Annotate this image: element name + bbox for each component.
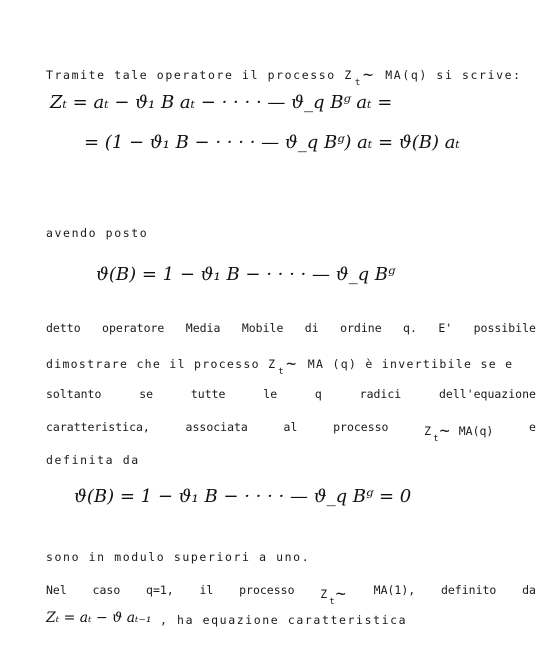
word: se — [139, 387, 154, 401]
tilde-symbol: ~ — [286, 354, 298, 374]
word: da — [522, 583, 536, 597]
word: Nel — [46, 583, 67, 597]
word: tutte — [190, 387, 226, 401]
word: q. — [403, 321, 417, 335]
process-symbol — [320, 583, 348, 607]
word: caratteristica, — [46, 420, 150, 434]
paragraph-modulo: sono in modulo superiori a uno. — [46, 550, 311, 564]
word: operatore — [102, 321, 165, 335]
paragraph-caratteristica: , ha equazione caratteristica — [160, 613, 408, 627]
word: processo — [333, 420, 389, 434]
word: q=1, — [146, 583, 174, 597]
text-segment: MA (q) è invertibile se e — [307, 357, 514, 371]
word: soltanto — [46, 387, 102, 401]
handwritten-equation-1b: = (1 − ϑ₁ B − · · · · — ϑ_q Bᵍ) aₜ = ϑ(B) aₜ — [84, 132, 460, 153]
tilde-symbol: ~ — [335, 584, 346, 604]
text-segment: dimostrare che il processo — [46, 357, 260, 371]
handwritten-equation-2: ϑ(B) = 1 − ϑ₁ B − · · · · — ϑ_q Bᵍ — [96, 264, 396, 285]
symbol-z: Z — [320, 587, 328, 601]
intro-ma: MA(q) si scrive: — [385, 68, 522, 82]
word: e — [529, 420, 536, 434]
paragraph-line-4 — [46, 420, 536, 444]
word: il — [199, 583, 214, 597]
paragraph-caso — [46, 583, 536, 607]
process-symbol — [424, 420, 494, 444]
handwritten-equation-3: ϑ(B) = 1 − ϑ₁ B − · · · · — ϑ_q Bᵍ = 0 — [74, 486, 412, 507]
word: associata — [185, 420, 248, 434]
word: MA(1), — [373, 583, 416, 597]
tilde-symbol: ~ — [439, 421, 450, 441]
word: E' — [438, 321, 453, 335]
handwritten-equation-1a: Zₜ = aₜ − ϑ₁ B aₜ − · · · · — ϑ_q Bᵍ aₜ = — [50, 92, 393, 113]
word: di — [304, 321, 319, 335]
subscript-t: t — [278, 367, 286, 377]
paragraph-line-2 — [46, 353, 514, 377]
paragraph-line-5: definita da — [46, 453, 140, 467]
word: caso — [92, 583, 121, 597]
paragraph-line-1 — [46, 321, 536, 335]
subscript-t: t — [329, 597, 335, 607]
handwritten-equation-4: Zₜ = aₜ − ϑ aₜ₋₁ — [46, 610, 152, 626]
word: ordine — [340, 321, 382, 335]
paragraph-intro — [46, 64, 522, 88]
word: MA(q) — [458, 424, 494, 438]
subscript-t: t — [354, 78, 362, 88]
intro-text: Tramite tale operatore il processo — [46, 68, 336, 82]
tilde-symbol: ~ — [362, 65, 375, 85]
symbol-z: Z — [424, 424, 432, 438]
word: Media — [185, 321, 221, 335]
word: processo — [239, 583, 295, 597]
word: detto — [46, 321, 81, 335]
word: radici — [359, 387, 402, 401]
word: dell'equazione — [439, 387, 536, 401]
symbol-z: Z — [268, 357, 277, 371]
word: le — [263, 387, 278, 401]
word: q — [314, 387, 322, 401]
paragraph-line-3 — [46, 387, 536, 401]
word: al — [283, 420, 298, 434]
subscript-t: t — [433, 434, 439, 444]
paragraph-avendo: avendo posto — [46, 226, 149, 240]
word: definito — [440, 583, 497, 597]
word: possibile — [473, 321, 536, 335]
symbol-z: Z — [344, 68, 353, 82]
word: Mobile — [241, 321, 284, 335]
